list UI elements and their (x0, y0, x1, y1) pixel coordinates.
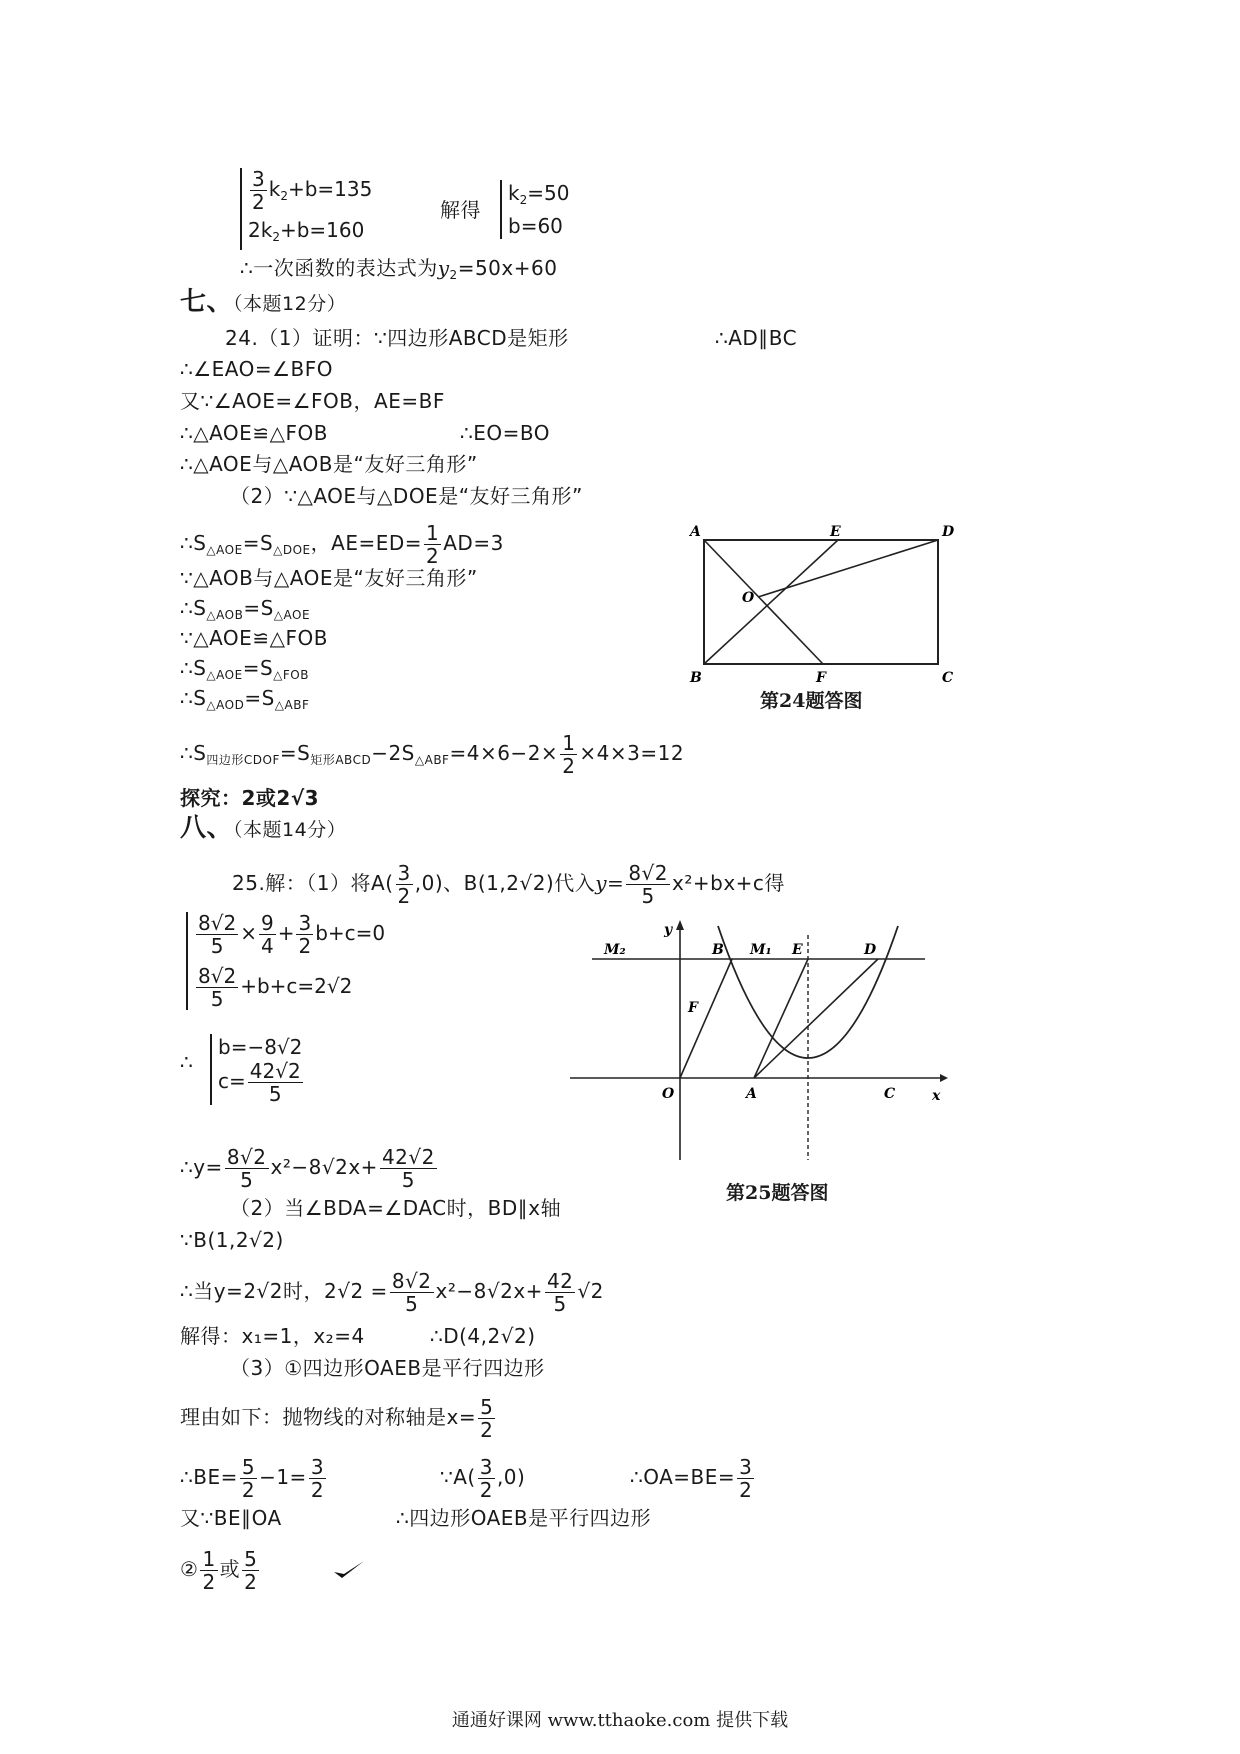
point-a-line: ∵A( $\frac{3}{2}$ ,0) (440, 1455, 526, 1502)
segment-AD (754, 959, 878, 1078)
fraction: $\frac{8√2}{5}$ (198, 964, 237, 1011)
fraction: $\frac{3}{2}$ (310, 1455, 325, 1502)
label-O: O (662, 1086, 675, 1102)
fraction: $\frac{1}{2}$ (562, 731, 576, 778)
label-C: C (942, 670, 954, 682)
segment-BE (704, 540, 838, 664)
equation-row: $\frac{8√2}{5}$ +b+c=2√2 (198, 964, 353, 1011)
label-A: A (746, 1086, 757, 1102)
fraction: $\frac{8√2}{5}$ (226, 1145, 267, 1192)
proof-line: 又∵BE∥OA (180, 1506, 282, 1530)
label-M1: M₁ (750, 942, 772, 958)
proof-line: ∴四边形OAEB是平行四边形 (396, 1506, 652, 1530)
fraction: $\frac{3}{2}$ (479, 1455, 493, 1502)
be-length-line: ∴BE= $\frac{5}{2}$ −1= $\frac{3}{2}$ (180, 1455, 325, 1502)
parabola-equation: ∴y= $\frac{8√2}{5}$ x²−8√2x+ $\frac{42√2}{5}$ (180, 1145, 435, 1192)
label-O: O (742, 590, 755, 606)
fraction: $\frac{8√2}{5}$ (198, 911, 237, 958)
fraction: $\frac{42}{5}$ (546, 1269, 574, 1316)
fraction: $\frac{8√2}{5}$ (391, 1269, 432, 1316)
fraction: $\frac{5}{2}$ (244, 1547, 258, 1594)
fraction: $\frac{9}{4}$ (260, 911, 274, 958)
area-calculation: $\therefore S_{四边形CDOF}=S_{矩形ABCD}-2S_{\triangle ABF}=4\times 6-2\times$ $\frac{1}{2}$ ×4×3=12 (180, 731, 685, 778)
explore-answer: 探究：2或2√3 (180, 786, 320, 810)
figure-24-caption: 第24题答图 (760, 690, 863, 712)
area-equation: $\therefore S_{\triangle AOE}=S_{\triangle DOE}$，AE=ED= $\frac{1}{2}$ AD=3 (180, 521, 504, 568)
q25-part1: 25.解：（1）将A( $\frac{3}{2}$ ,0)、B(1,2√2)代入y= $\frac{8√2}{5}$ x²+bx+c得 (232, 861, 785, 908)
solution-row: b=60 (508, 214, 563, 238)
equation-line: ∴当y=2√2时，2√2 = $\frac{8√2}{5}$ x²−8√2x+ $\frac{42}{5}$ √2 (180, 1269, 604, 1316)
area-equation: $\therefore S_{\triangle AOE}=S_{\triangle FOB}$ (180, 656, 309, 682)
q25-part3: （3）①四边形OAEB是平行四边形 (230, 1356, 545, 1380)
label-x: x (932, 1088, 941, 1104)
equation-row: $\frac{3}{2}$ $k_2+b=135$ (252, 167, 373, 214)
oa-be-line: ∴OA=BE= $\frac{3}{2}$ (630, 1455, 753, 1502)
figure-25-caption: 第25题答图 (726, 1182, 829, 1204)
proof-line: ∵△AOE≌△FOB (180, 626, 328, 650)
label-F: F (688, 1000, 698, 1016)
page-footer: 通通好课网 www.tthaoke.com 提供下载 (451, 1710, 789, 1731)
figure-25-parabola-diagram (570, 920, 950, 1170)
proof-line: 又∵∠AOE=∠FOB，AE=BF (180, 389, 445, 413)
figure-24-rectangle-diagram (680, 522, 960, 682)
linear-function-conclusion: ∴一次函数的表达式为$y_2=50x+60$ (240, 256, 558, 282)
fraction: $\frac{3}{2}$ (252, 167, 265, 214)
label-D: D (942, 524, 955, 540)
therefore-symbol: ∴ (180, 1050, 194, 1074)
q24-part1-b: ∴AD∥BC (715, 326, 798, 350)
checkmark-icon (332, 1558, 366, 1582)
fraction: $\frac{3}{2}$ (397, 861, 411, 908)
fraction: $\frac{5}{2}$ (480, 1395, 494, 1442)
fraction: $\frac{42√2}{5}$ (381, 1145, 435, 1192)
solution-row: c= $\frac{42√2}{5}$ (218, 1059, 301, 1106)
fraction: $\frac{1}{2}$ (202, 1547, 216, 1594)
segment-AF (704, 540, 823, 664)
fraction: $\frac{3}{2}$ (298, 911, 312, 958)
proof-line: ∵△AOB与△AOE是“友好三角形” (180, 566, 478, 590)
solution-system (500, 180, 569, 239)
area-equation: $\therefore S_{\triangle AOD}=S_{\triangle ABF}$ (180, 686, 310, 712)
label-M2: M₂ (604, 942, 626, 958)
label-E: E (792, 942, 803, 958)
segment-AE (754, 959, 808, 1078)
rectangle-ABCD (704, 540, 938, 664)
label-F: F (816, 670, 826, 682)
proof-line: （2）∵△AOE与△DOE是“友好三角形” (230, 484, 583, 508)
label-C: C (884, 1086, 896, 1102)
solve-label: 解得 (440, 198, 481, 222)
label-B: B (690, 670, 702, 682)
proof-line: 解得：x₁=1，x₂=4 (180, 1324, 365, 1348)
fraction: $\frac{3}{2}$ (739, 1455, 753, 1502)
area-equation: $\therefore S_{\triangle AOB}=S_{\triangle AOE}$ (180, 596, 311, 622)
proof-line: ∴D(4,2√2) (430, 1324, 536, 1348)
label-A: A (690, 524, 701, 540)
label-D: D (864, 942, 877, 958)
label-E: E (830, 524, 841, 540)
fraction: $\frac{1}{2}$ (426, 521, 440, 568)
proof-line: ∴△AOE与△AOB是“友好三角形” (180, 452, 478, 476)
y-axis-arrow (676, 920, 684, 930)
fraction: $\frac{42√2}{5}$ (249, 1059, 301, 1106)
x-axis-arrow (940, 1074, 948, 1082)
segment-OB (680, 959, 732, 1078)
solution-row: $k_2=50$ (508, 181, 570, 207)
proof-line: ∴△AOE≌△FOB (180, 421, 328, 445)
equation-row: $\frac{8√2}{5}$ × $\frac{9}{4}$ + $\frac{3}{2}$ b+c=0 (198, 911, 386, 958)
fraction: $\frac{8√2}{5}$ (628, 861, 669, 908)
proof-line: ∴∠EAO=∠BFO (180, 357, 334, 381)
section-heading-7: 七、（本题12分） (180, 287, 347, 317)
final-answer: ② $\frac{1}{2}$ 或 $\frac{5}{2}$ (180, 1547, 258, 1594)
solution-row: b=−8√2 (218, 1035, 303, 1059)
q25-part2: （2）当∠BDA=∠DAC时，BD∥x轴 (230, 1196, 562, 1220)
proof-line: ∴EO=BO (460, 421, 550, 445)
section-heading-8: 八、（本题14分） (180, 813, 347, 843)
equation-row: $2k_2+b=160$ (248, 218, 365, 244)
reason-line: 理由如下：抛物线的对称轴是x= $\frac{5}{2}$ (180, 1395, 494, 1442)
solution-system-bc (210, 1034, 305, 1105)
equation-system-k2 (240, 168, 372, 250)
label-B: B (712, 942, 724, 958)
equation-system-bc (186, 912, 385, 1010)
fraction: $\frac{5}{2}$ (241, 1455, 256, 1502)
label-y: y (664, 922, 673, 938)
proof-line: ∵B(1,2√2) (180, 1228, 284, 1252)
q24-part1: 24.（1）证明：∵四边形ABCD是矩形 (225, 326, 569, 350)
segment-OD (758, 540, 938, 597)
